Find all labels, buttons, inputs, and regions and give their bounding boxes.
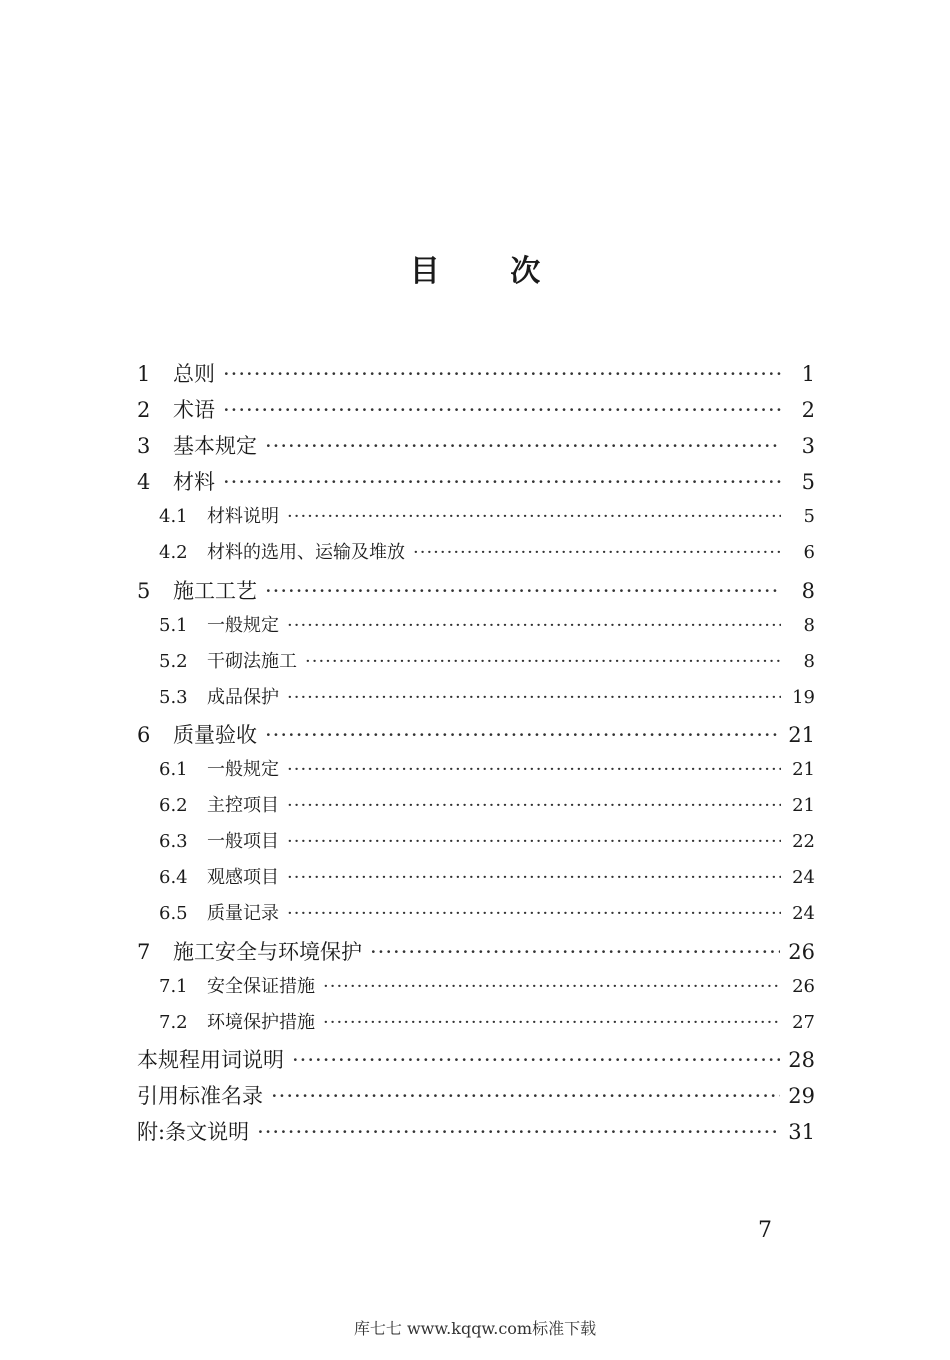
- toc-entry-label: 主控项目: [207, 795, 279, 817]
- toc-entry[interactable]: [137, 1080, 815, 1116]
- toc-entry-label: 干砌法施工: [207, 650, 297, 672]
- toc-leader-dots: [287, 795, 781, 816]
- toc-entry-number: 1: [137, 362, 151, 386]
- toc-leader-dots: [292, 1048, 780, 1072]
- toc-entry[interactable]: [137, 936, 815, 972]
- toc-entry-page: 8: [801, 578, 815, 603]
- toc-leader-dots: [287, 506, 781, 527]
- toc-entry-number: 7: [137, 939, 151, 964]
- toc-entry-label: 施工工艺: [173, 578, 257, 603]
- toc-entry-label: 材料: [173, 470, 215, 495]
- toc-entry-page: 24: [792, 903, 815, 925]
- toc-entry-page: 21: [792, 795, 815, 817]
- toc-entry[interactable]: [137, 358, 815, 394]
- toc-entry-label: 环境保护措施: [207, 1011, 315, 1033]
- toc-entry-label: 附:条文说明: [137, 1119, 250, 1144]
- toc-entry-number: 6.3: [159, 831, 188, 853]
- toc-leader-dots: [287, 867, 781, 888]
- page-number: 7: [758, 1218, 772, 1243]
- toc-entry-number: 7.1: [159, 975, 188, 997]
- toc-entry-page: 31: [788, 1119, 815, 1144]
- toc-entry[interactable]: [137, 791, 815, 827]
- toc-leader-dots: [287, 903, 781, 924]
- toc-entry-page: 19: [792, 686, 815, 708]
- toc-entry-page: 27: [792, 1011, 815, 1033]
- toc-entry-number: 5.1: [159, 614, 188, 636]
- toc-entry-label: 施工安全与环境保护: [173, 939, 362, 964]
- toc-entry[interactable]: [137, 1116, 815, 1152]
- toc-entry-page: 21: [792, 759, 815, 781]
- toc-leader-dots: [223, 362, 781, 386]
- toc-entry-page: 29: [788, 1083, 815, 1108]
- toc-entry[interactable]: [137, 899, 815, 935]
- toc-entry[interactable]: [137, 719, 815, 755]
- toc-entry-label: 本规程用词说明: [137, 1047, 284, 1072]
- toc-leader-dots: [287, 687, 781, 708]
- toc-leader-dots: [287, 615, 781, 636]
- toc-entry-number: 6.2: [159, 795, 188, 817]
- toc-entry-label: 术语: [173, 398, 215, 423]
- toc-leader-dots: [223, 470, 781, 494]
- toc-leader-dots: [287, 831, 781, 852]
- toc-entry[interactable]: [137, 611, 815, 647]
- toc-entry[interactable]: [137, 683, 815, 719]
- toc-entry-label: 材料的选用、运输及堆放: [207, 542, 405, 564]
- toc-leader-dots: [265, 579, 781, 603]
- toc-leader-dots: [305, 651, 781, 672]
- toc-leader-dots: [265, 723, 780, 747]
- toc-entry-label: 总则: [173, 362, 215, 386]
- toc-entry-label: 基本规定: [173, 434, 257, 459]
- toc-entry-page: 26: [792, 975, 815, 997]
- toc-entry-label: 引用标准名录: [137, 1083, 263, 1108]
- toc-entry-label: 一般规定: [207, 614, 279, 636]
- toc-entry-number: 6.1: [159, 759, 188, 781]
- toc-entry-label: 质量验收: [173, 722, 257, 747]
- toc-entry[interactable]: [137, 1008, 815, 1044]
- toc-entry-page: 22: [792, 831, 815, 853]
- toc-entry-label: 成品保护: [207, 686, 279, 708]
- toc-entry[interactable]: [137, 863, 815, 899]
- toc-entry[interactable]: [137, 502, 815, 538]
- toc-entry[interactable]: [137, 647, 815, 683]
- toc-leader-dots: [323, 1012, 781, 1033]
- toc-entry[interactable]: [137, 430, 815, 466]
- toc-entry[interactable]: [137, 827, 815, 863]
- toc-entry[interactable]: [137, 538, 815, 574]
- toc-leader-dots: [223, 398, 781, 422]
- toc-entry[interactable]: [137, 466, 815, 502]
- toc-leader-dots: [257, 1120, 780, 1144]
- toc-entry-label: 一般规定: [207, 759, 279, 781]
- toc-entry[interactable]: [137, 1044, 815, 1080]
- toc-leader-dots: [287, 759, 781, 780]
- toc-entry-page: 6: [803, 542, 815, 564]
- toc-entry-number: 2: [137, 398, 151, 423]
- toc-entry-label: 安全保证措施: [207, 975, 315, 997]
- toc-leader-dots: [323, 976, 781, 997]
- toc-entry-number: 6: [137, 722, 151, 747]
- toc-entry-label: 质量记录: [207, 903, 279, 925]
- toc-entry-page: 8: [803, 614, 815, 636]
- toc-entry-page: 24: [792, 867, 815, 889]
- toc-entry-number: 4.1: [159, 506, 188, 528]
- toc-entry-number: 5: [137, 578, 151, 603]
- toc-entry-page: 1: [801, 362, 815, 386]
- page-title: 目 次: [409, 254, 571, 289]
- toc-entry-page: 26: [788, 939, 815, 964]
- toc-entry-label: 材料说明: [207, 506, 279, 528]
- toc-entry[interactable]: [137, 755, 815, 791]
- toc-entry-number: 5.2: [159, 650, 188, 672]
- toc-entry[interactable]: [137, 972, 815, 1008]
- footer-watermark: 库七七 www.kqqw.com标准下载: [353, 1319, 597, 1338]
- toc-entry-label: 观感项目: [207, 867, 279, 889]
- table-of-contents: [137, 358, 815, 1152]
- toc-entry-number: 6.4: [159, 867, 188, 889]
- toc-entry-page: 21: [788, 722, 815, 747]
- toc-entry-number: 5.3: [159, 686, 188, 708]
- toc-entry[interactable]: [137, 575, 815, 611]
- toc-entry-number: 7.2: [159, 1011, 188, 1033]
- toc-entry-page: 5: [801, 470, 815, 495]
- toc-entry-page: 28: [788, 1047, 815, 1072]
- toc-leader-dots: [271, 1084, 780, 1108]
- toc-entry-number: 6.5: [159, 903, 188, 925]
- toc-entry-number: 4: [137, 470, 151, 495]
- toc-leader-dots: [370, 940, 780, 964]
- toc-entry-number: 4.2: [159, 542, 188, 564]
- toc-entry-page: 8: [803, 650, 815, 672]
- toc-entry-page: 5: [803, 506, 815, 528]
- toc-leader-dots: [413, 542, 781, 563]
- toc-entry-page: 2: [801, 398, 815, 423]
- toc-entry-number: 3: [137, 434, 151, 459]
- toc-entry-page: 3: [801, 434, 815, 459]
- toc-entry[interactable]: [137, 394, 815, 430]
- toc-leader-dots: [265, 434, 781, 458]
- toc-entry-label: 一般项目: [207, 831, 279, 853]
